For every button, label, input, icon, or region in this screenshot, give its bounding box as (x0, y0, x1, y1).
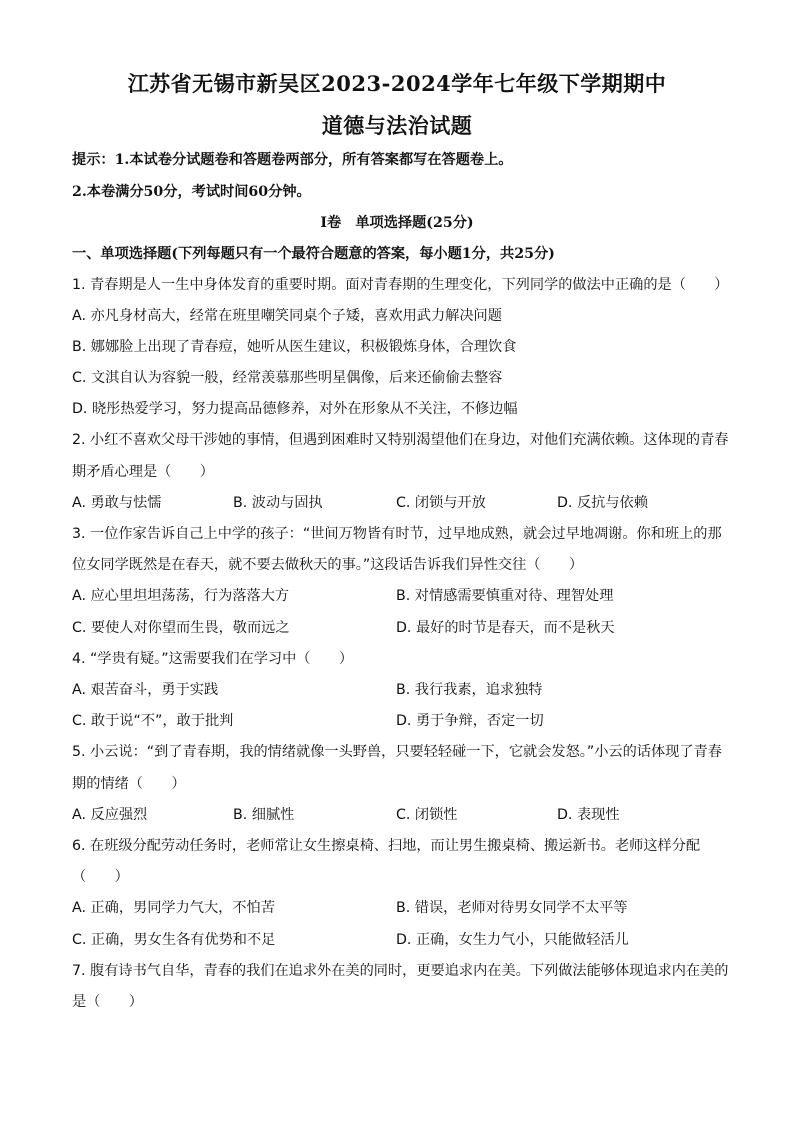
option-c: C. 正确，男女生各有优势和不足 (72, 932, 276, 948)
question-stem: 4. “学贵有疑。”这需要我们在学习中（ ） (72, 651, 354, 667)
option-a: A. 应心里坦坦荡荡，行为落落大方 (72, 588, 290, 604)
option-d: D. 勇于争辩，否定一切 (396, 713, 544, 729)
option-d: D. 正确，女生力气小，只能做轻活儿 (396, 932, 629, 948)
option-a: A. 正确，男同学力气大，不怕苦 (72, 900, 275, 916)
question-stem: 2. 小红不喜欢父母干涉她的事情，但遇到困难时又特别渴望他们在身边，对他们充满依赖。这体现的青春 (72, 432, 729, 448)
option-d: D. 晓彤热爱学习，努力提高品德修养，对外在形象从不关注，不修边幅 (72, 401, 518, 417)
option-a: A. 亦凡身材高大，经常在班里嘲笑同桌个子矮，喜欢用武力解决问题 (72, 308, 502, 324)
question-stem: 7. 腹有诗书气自华，青春的我们在追求外在美的同时，更要追求内在美。下列做法能够体现追求内在美的 (72, 963, 729, 979)
page-title: 江苏省无锡市新吴区2023-2024学年七年级下学期期中 (127, 71, 667, 96)
volume-heading: Ⅰ卷 单项选择题(25分) (320, 215, 474, 231)
option-b: B. 细腻性 (233, 807, 295, 823)
note-line-1: 提示：1.本试卷分试题卷和答题卷两部分，所有答案都写在答题卷上。 (72, 152, 513, 168)
option-a: A. 反应强烈 (72, 807, 148, 823)
option-c: C. 闭锁性 (396, 807, 458, 823)
option-c: C. 要使人对你望而生畏，敬而远之 (72, 620, 290, 636)
option-b: B. 错误，老师对待男女同学不太平等 (396, 900, 628, 916)
question-stem: 5. 小云说：“到了青春期，我的情绪就像一头野兽，只要轻轻碰一下，它就会发怒。”小云的话体现了青春 (72, 744, 722, 760)
section-heading: 一、单项选择题(下列每题只有一个最符合题意的答案，每小题1分，共25分) (72, 246, 555, 262)
option-c: C. 文淇自认为容貌一般，经常羡慕那些明星偶像，后来还偷偷去整容 (72, 370, 503, 386)
option-a: A. 艰苦奋斗，勇于实践 (72, 682, 219, 698)
option-d: D. 最好的时节是春天，而不是秋天 (396, 620, 615, 636)
option-d: D. 表现性 (557, 807, 620, 823)
question-stem-cont: 是（ ） (72, 994, 143, 1010)
option-b: B. 波动与固执 (233, 495, 323, 511)
option-a: A. 勇敢与怯懦 (72, 495, 162, 511)
question-stem: 3. 一位作家告诉自己上中学的孩子：“世间万物皆有时节，过早地成熟，就会过早地凋谢。你和班上的那 (72, 526, 722, 542)
question-stem-cont: 期矛盾心理是（ ） (72, 464, 214, 480)
option-b: B. 我行我素，追求独特 (396, 682, 543, 698)
question-stem: 1. 青春期是人一生中身体发育的重要时期。面对青春期的生理变化，下列同学的做法中正确的是（ ） (72, 277, 729, 293)
option-d: D. 反抗与依赖 (557, 495, 648, 511)
question-stem: 6. 在班级分配劳动任务时，老师常让女生擦桌椅、扫地，而让男生搬桌椅、搬运新书。老师这样分配 (72, 838, 701, 854)
option-c: C. 闭锁与开放 (396, 495, 486, 511)
note-line-2: 2.本卷满分50分，考试时间60分钟。 (72, 184, 311, 200)
option-b: B. 对情感需要慎重对待、理智处理 (396, 588, 614, 604)
option-c: C. 敢于说“不”，敢于批判 (72, 713, 234, 729)
question-stem-cont: 期的情绪（ ） (72, 776, 186, 792)
page-subtitle: 道德与法治试题 (321, 113, 473, 138)
question-stem-cont: （ ） (72, 869, 129, 885)
question-stem-cont: 位女同学既然是在春天，就不要去做秋天的事。”这段话告诉我们异性交往（ ） (72, 557, 584, 573)
option-b: B. 娜娜脸上出现了青春痘，她听从医生建议，积极锻炼身体，合理饮食 (72, 339, 517, 355)
